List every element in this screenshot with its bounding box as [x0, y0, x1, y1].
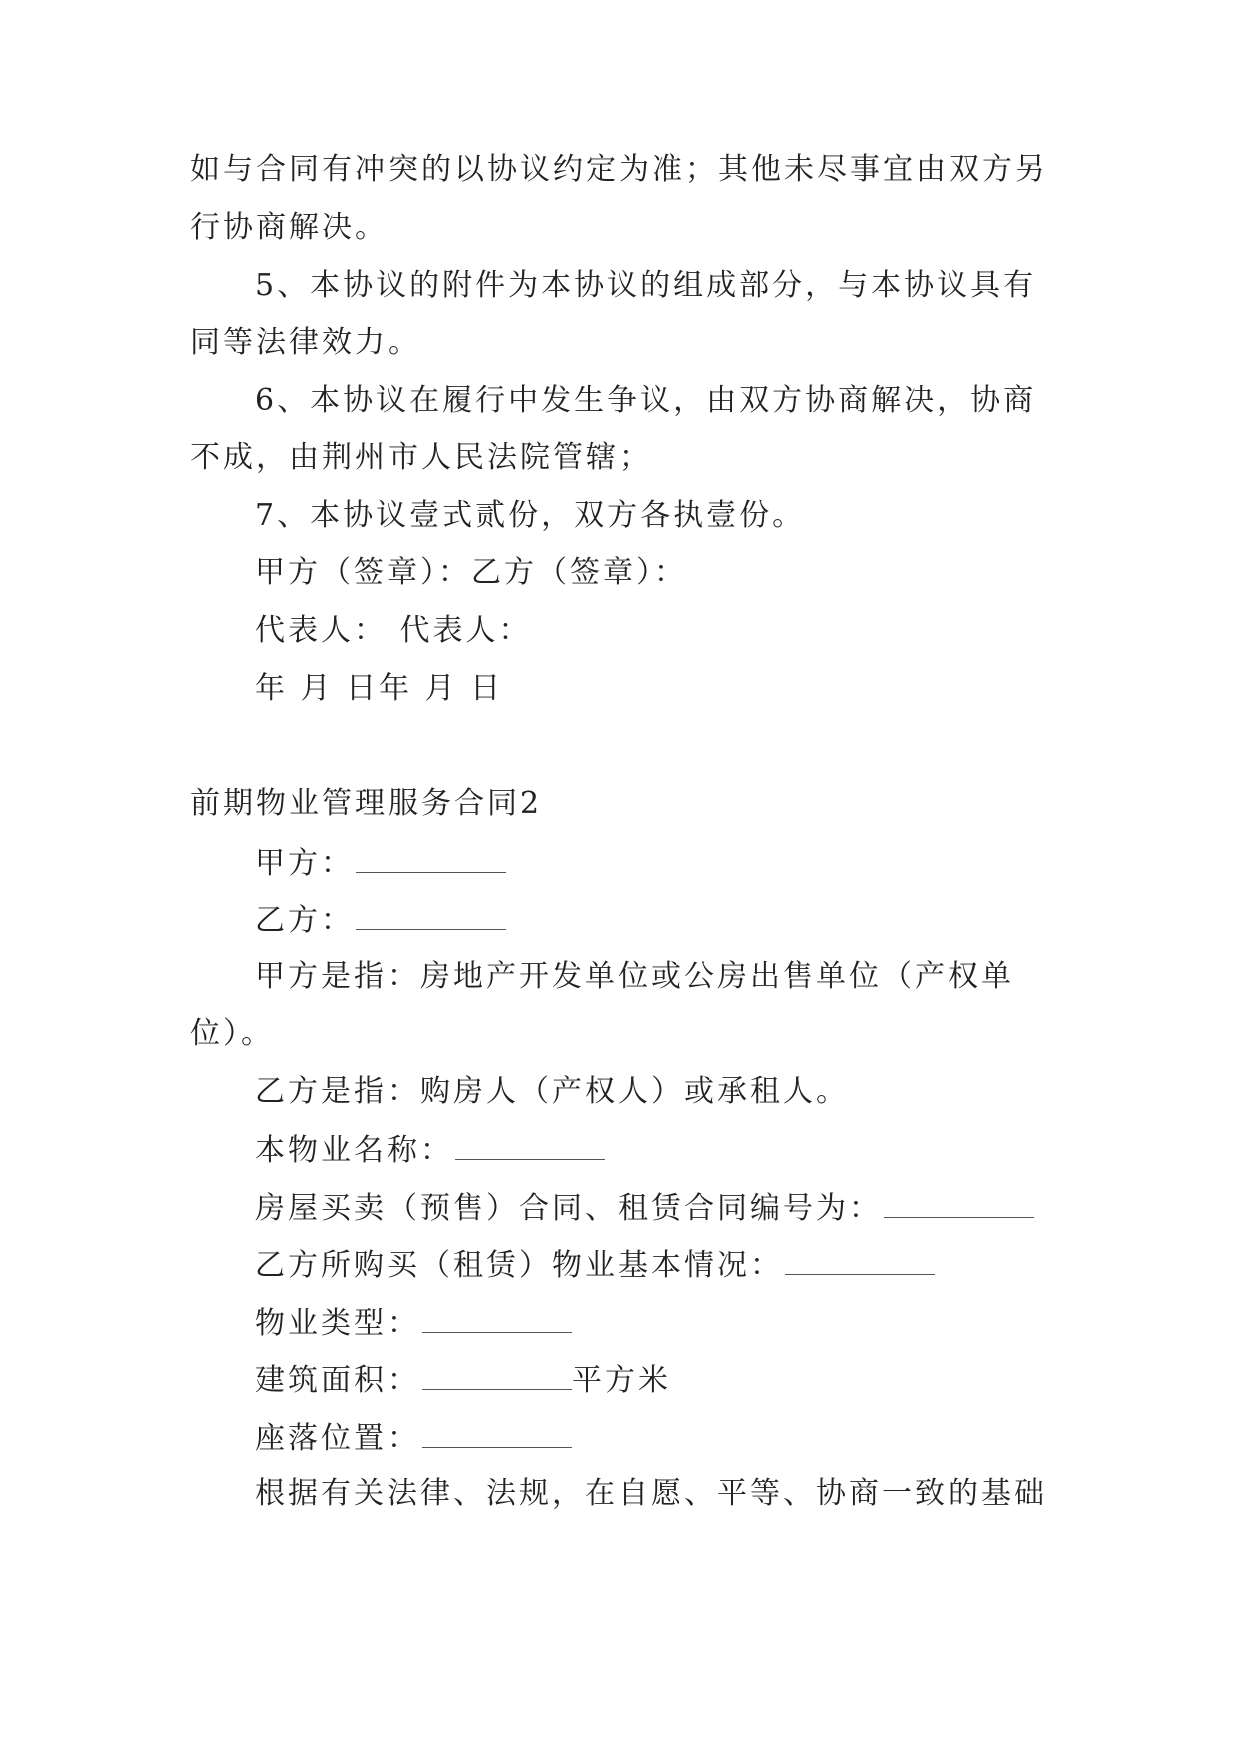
signature-line: 甲方（签章）：乙方（签章）： [255, 555, 687, 590]
text-line: 7、本协议壹式贰份，双方各执壹份。 [255, 498, 806, 533]
party-a-blank [356, 842, 506, 873]
property-type-blank [422, 1302, 572, 1333]
text-line: 5、本协议的附件为本协议的组成部分，与本协议具有 [255, 268, 1037, 303]
party-a-label: 甲方： [255, 846, 354, 881]
text-line: 位）。 [190, 1016, 274, 1051]
text-line: 同等法律效力。 [190, 325, 421, 360]
party-b-blank [356, 899, 506, 930]
location-blank [422, 1417, 572, 1448]
text-line: 不成，由荆州市人民法院管辖； [190, 440, 652, 475]
area-blank [422, 1359, 572, 1390]
property-name-field [255, 1129, 605, 1169]
contract-no-field [255, 1187, 1034, 1227]
text-line: 如与合同有冲突的以协议约定为准；其他未尽事宜由双方另 [190, 152, 1048, 187]
basic-info-label: 乙方所购买（租赁）物业基本情况： [255, 1248, 783, 1283]
property-type-label: 物业类型： [255, 1306, 420, 1341]
property-name-blank [455, 1129, 605, 1160]
date-line: 年 月 日年 月 日 [255, 671, 504, 706]
property-name-label: 本物业名称： [255, 1133, 453, 1168]
text-line: 乙方是指：购房人（产权人）或承租人。 [255, 1074, 849, 1109]
text-line: 6、本协议在履行中发生争议，由双方协商解决，协商 [255, 383, 1037, 418]
area-label: 建筑面积： [255, 1363, 420, 1398]
party-a-field [255, 842, 506, 882]
representative-line: 代表人： 代表人： [255, 613, 532, 648]
party-b-label: 乙方： [255, 903, 354, 938]
basic-info-blank [785, 1244, 935, 1275]
property-type-field [255, 1302, 572, 1342]
text-line: 甲方是指：房地产开发单位或公房出售单位（产权单 [255, 959, 1014, 994]
text-line: 行协商解决。 [190, 210, 388, 245]
location-label: 座落位置： [255, 1421, 420, 1456]
contract-no-blank [884, 1187, 1034, 1218]
contract-no-label: 房屋买卖（预售）合同、租赁合同编号为： [255, 1191, 882, 1226]
area-field [255, 1359, 671, 1399]
text-line: 根据有关法律、法规，在自愿、平等、协商一致的基础 [255, 1476, 1047, 1511]
area-unit: 平方米 [572, 1363, 671, 1398]
party-b-field [255, 899, 506, 939]
location-field [255, 1417, 572, 1457]
basic-info-field [255, 1244, 935, 1284]
contract-title: 前期物业管理服务合同2 [190, 786, 543, 821]
